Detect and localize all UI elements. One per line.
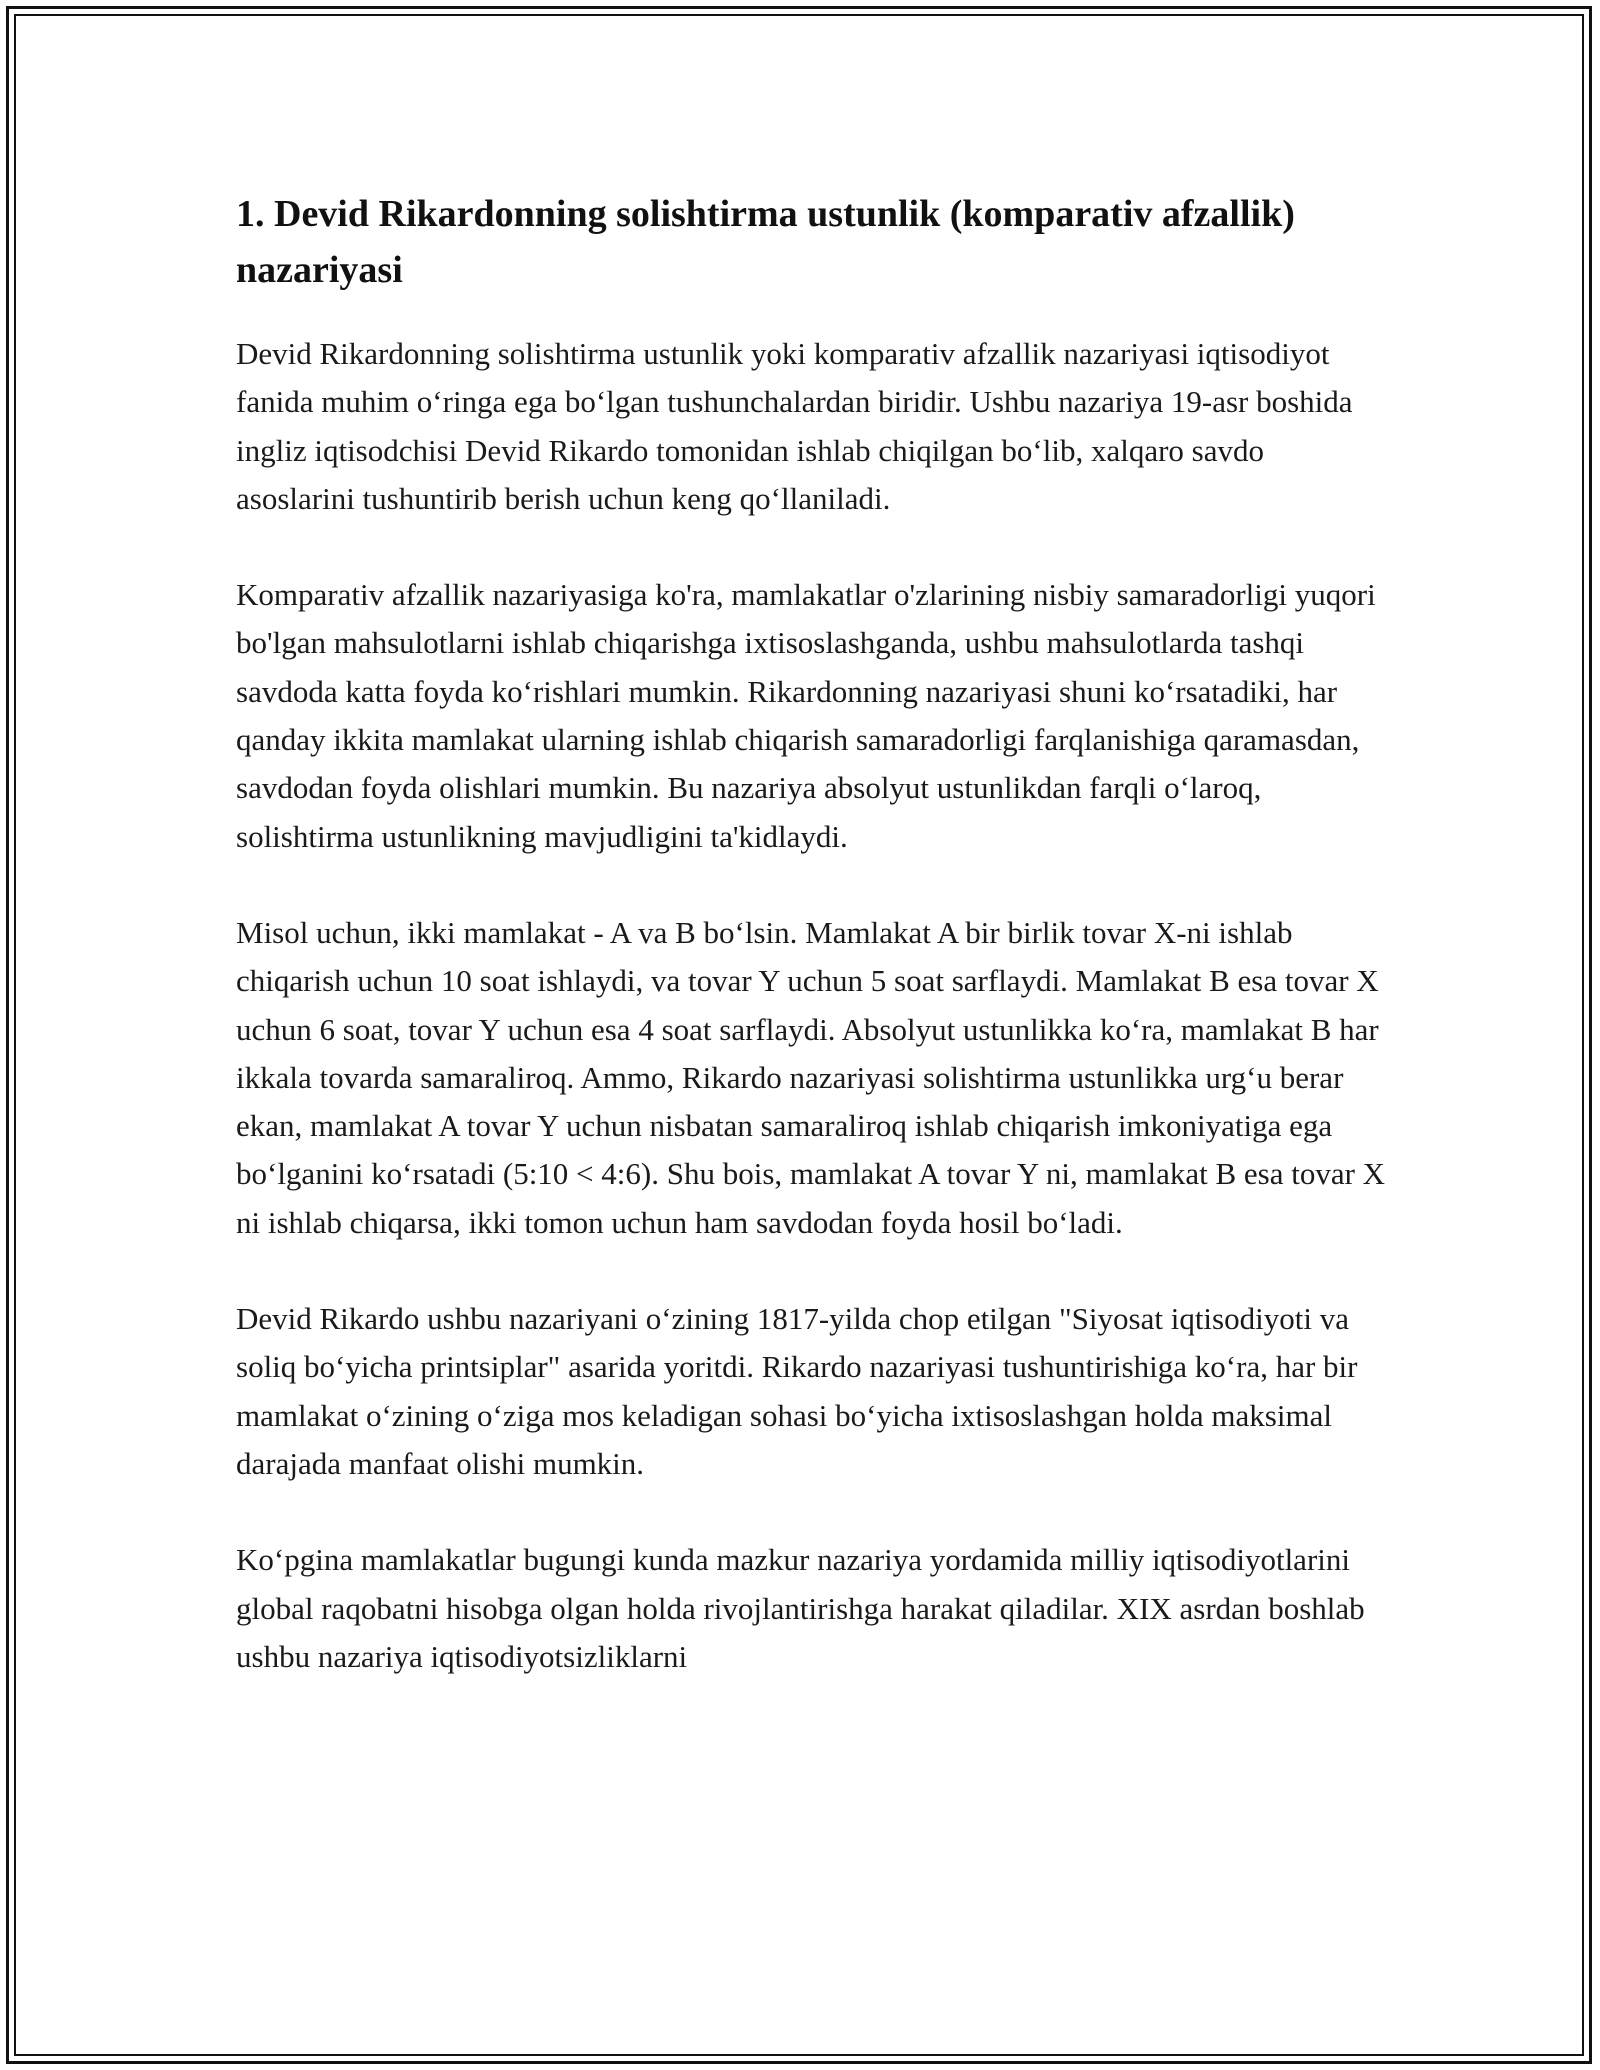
paragraph-history: Devid Rikardo ushbu nazariyani o‘zining 1817-yilda chop etilgan "Siyosat iqtisodiyoti va soliq bo‘yicha printsiplar" asarida yoritdi. Rikardo nazariyasi tushuntirishiga ko‘ra, har bir mamlakat o‘zining o‘ziga mos keladigan sohasi bo‘yicha ixtisoslashgan holda maksimal darajada manfaat olishi mumkin. (236, 1301, 1358, 1481)
paragraph-modern-usage: Ko‘pgina mamlakatlar bugungi kunda mazkur nazariya yordamida milliy iqtisodiyotlarini global raqobatni hisobga olgan holda rivojlantirishga harakat qiladilar. XIX asrdan boshlab ushbu nazariya iqtisodiyotsizliklarni (236, 1542, 1365, 1674)
paragraph-intro: Devid Rikardonning solishtirma ustunlik yoki komparativ afzallik nazariyasi iqtisodiyot fanida muhim o‘ringa ega bo‘lgan tushunchalardan biridir. Ushbu nazariya 19-asr boshida ingliz iqtisodchisi Devid Rikardo tomonidan ishlab chiqilgan bo‘lib, xalqaro savdo asoslarini tushuntirib berish uchun keng qo‘llaniladi. (236, 336, 1353, 516)
paragraph-comparative-advantage: Komparativ afzallik nazariyasiga ko'ra, mamlakatlar o'zlarining nisbiy samaradorligi yuqori bo'lgan mahsulotlarni ishlab chiqarishga ixtisoslashganda, ushbu mahsulotlarda tashqi savdoda katta foyda ko‘rishlari mumkin. Rikardonning nazariyasi shuni ko‘rsatadiki, har qanday ikkita mamlakat ularning ishlab chiqarish samaradorligi farqlanishiga qaramasdan, savdodan foyda olishlari mumkin. Bu nazariya absolyut ustunlikdan farqli o‘laroq, solishtirma ustunlikning mavjudligini ta'kidlaydi. (236, 577, 1376, 854)
document-body (236, 186, 1386, 1681)
paragraph-example: Misol uchun, ikki mamlakat - A va B bo‘lsin. Mamlakat A bir birlik tovar X-ni ishlab chiqarish uchun 10 soat ishlaydi, va tovar Y uchun 5 soat sarflaydi. Mamlakat B esa tovar X uchun 6 soat, tovar Y uchun esa 4 soat sarflaydi. Absolyut ustunlikka ko‘ra, mamlakat B har ikkala tovarda samaraliroq. Ammo, Rikardo nazariyasi solishtirma ustunlikka urg‘u berar ekan, mamlakat A tovar Y uchun nisbatan samaraliroq ishlab chiqarish imkoniyatiga ega bo‘lganini ko‘rsatadi (5:10 < 4:6). Shu bois, mamlakat A tovar Y ni, mamlakat B esa tovar X ni ishlab chiqarsa, ikki tomon uchun ham savdodan foyda hosil bo‘ladi. (236, 914, 1386, 1240)
document-heading: 1. Devid Rikardonning solishtirma ustunlik (komparativ afzallik) nazariyasi (236, 193, 1295, 291)
